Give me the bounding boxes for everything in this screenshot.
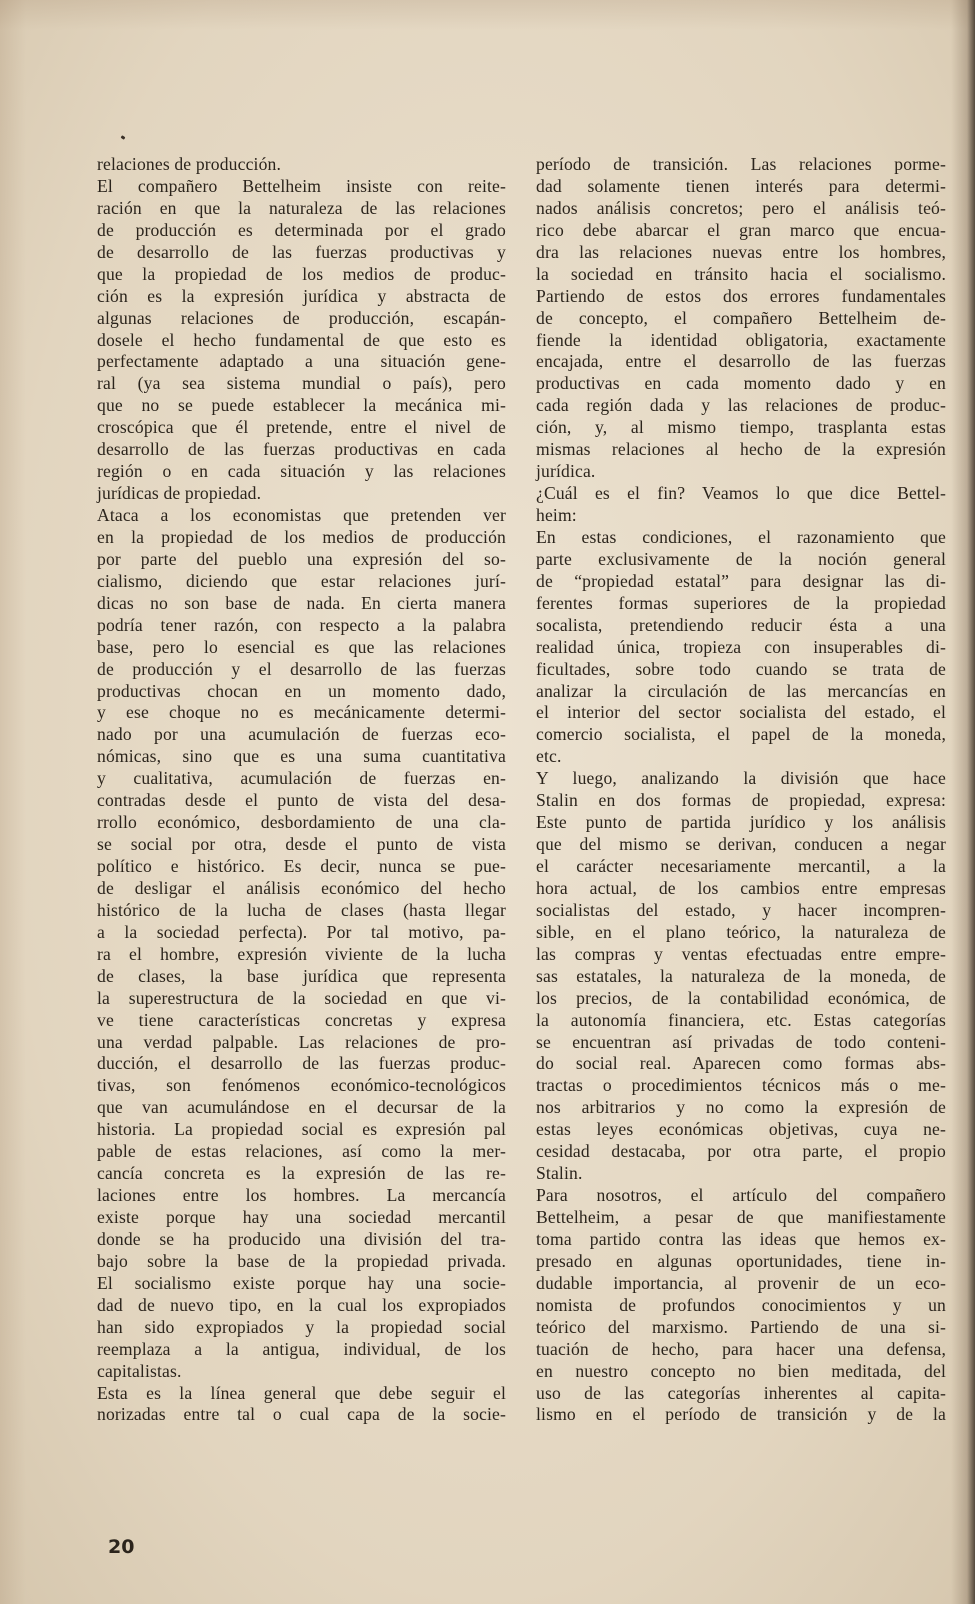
text-line: mismas relaciones al hecho de la expresión xyxy=(536,439,946,460)
text-line: ¿Cuál es el fin? Veamos lo que dice Bettel- xyxy=(536,483,946,504)
text-line: sible, en el plano teórico, la naturaleza de xyxy=(536,921,946,942)
text-line: parte exclusivamente de la noción general xyxy=(536,548,946,569)
text-line: presado en algunas oportunidades, tiene in- xyxy=(536,1250,946,1271)
text-line: dosele el hecho fundamental de que esto es xyxy=(97,329,506,350)
text-line: algunas relaciones de producción, escapán- xyxy=(97,307,506,328)
text-line: región o en cada situación y las relaciones xyxy=(97,461,506,482)
text-line: Y luego, analizando la división que hace xyxy=(536,768,946,789)
text-line: cialismo, diciendo que estar relaciones jurí- xyxy=(97,570,506,591)
text-line: podría tener razón, con respecto a la palabra xyxy=(97,614,506,635)
text-line: ción es la expresión jurídica y abstracta de xyxy=(97,285,506,306)
text-line: perfectamente adaptado a una situación gene- xyxy=(97,351,506,372)
text-line: El socialismo existe porque hay una socie- xyxy=(97,1272,506,1293)
text-line: tuación de hecho, para hacer una defensa, xyxy=(536,1338,946,1359)
text-line: de concepto, el compañero Bettelheim de- xyxy=(536,307,946,328)
text-line: nado por una acumulación de fuerzas eco- xyxy=(97,724,506,745)
text-line: que la propiedad de los medios de produc- xyxy=(97,263,506,284)
text-line: Bettelheim, a pesar de que manifiestamente xyxy=(536,1207,946,1227)
text-line: donde se ha producido una división del tra- xyxy=(97,1228,506,1249)
text-line: norizadas entre tal o cual capa de la socie- xyxy=(97,1404,506,1425)
text-line: histórico de la lucha de clases (hasta llegar xyxy=(97,899,506,920)
text-line: socalista, pretendiendo reducir ésta a una xyxy=(536,614,946,635)
text-line: nos arbitrarios y no como la expresión de xyxy=(536,1097,946,1118)
text-line: la sociedad en tránsito hacia el socialismo. xyxy=(536,263,946,284)
text-line: productivas en cada momento dado y en xyxy=(536,373,946,394)
text-line: por parte del pueblo una expresión del so- xyxy=(97,548,506,569)
text-line: a la sociedad perfecta). Por tal motivo, pa- xyxy=(97,921,506,942)
text-line: Stalin. xyxy=(536,1163,583,1184)
text-line: pable de estas relaciones, así como la mer- xyxy=(97,1141,506,1162)
text-line: dra las relaciones nuevas entre los hombres, xyxy=(536,241,946,262)
text-line: han sido expropiados y la propiedad social xyxy=(97,1316,506,1337)
text-line: productivas chocan en un momento dado, xyxy=(97,680,506,701)
text-line: Este punto de partida jurídico y los análisis xyxy=(536,812,946,833)
text-line: cancía concreta es la expresión de las re- xyxy=(97,1163,506,1184)
text-line: ral (ya sea sistema mundial o país), pero xyxy=(97,373,506,394)
text-line: el carácter necesariamente mercantil, a la xyxy=(536,856,946,876)
text-line: Stalin en dos formas de propiedad, expresa: xyxy=(536,790,946,811)
text-line: y ese choque no es mecánicamente determi- xyxy=(97,702,506,723)
text-line: ción, y, al mismo tiempo, trasplanta estas xyxy=(536,417,946,438)
text-line: laciones entre los hombres. La mercancía xyxy=(97,1185,506,1206)
text-line: relaciones de producción. xyxy=(97,154,282,174)
text-line: de producción y el desarrollo de las fuerzas xyxy=(97,658,506,679)
text-line: de producción es determinada por el grado xyxy=(97,219,506,240)
text-line: nómicas, sino que es una suma cuantitativa xyxy=(97,746,506,767)
text-line: ve tiene características concretas y expresa xyxy=(97,1009,506,1030)
text-line: Para nosotros, el artículo del compañero xyxy=(536,1185,946,1206)
text-line: que no se puede establecer la mecánica mi- xyxy=(97,395,506,416)
text-line: En estas condiciones, el razonamiento que xyxy=(536,526,946,547)
text-line: dad solamente tienen interés para determi- xyxy=(536,175,946,196)
text-line: ficultades, sobre todo cuando se trata de xyxy=(536,658,946,679)
text-line: y cualitativa, acumulación de fuerzas en- xyxy=(97,768,506,789)
text-line: en la propiedad de los medios de producción xyxy=(97,526,506,547)
text-line: ra el hombre, expresión viviente de la lucha xyxy=(97,943,506,964)
text-line: los precios, de la contabilidad económica, de xyxy=(536,987,946,1008)
text-line: uso de las categorías inherentes al capita- xyxy=(536,1382,946,1403)
text-line: analizar la circulación de las mercancías en xyxy=(536,680,946,701)
text-line: toma partido contra las ideas que hemos ex- xyxy=(536,1228,946,1249)
text-line: dudable importancia, al provenir de un eco- xyxy=(536,1272,946,1293)
text-line: que van acumulándose en el decursar de la xyxy=(97,1097,506,1118)
text-line: hora actual, de los cambios entre empresas xyxy=(536,877,946,898)
text-line: desarrollo de las fuerzas productivas en cada xyxy=(97,439,506,460)
text-line: Esta es la línea general que debe seguir el xyxy=(97,1382,506,1403)
text-line: existe porque hay una sociedad mercantil xyxy=(97,1207,506,1227)
text-line: dicas no son base de nada. En cierta manera xyxy=(97,592,506,613)
text-line: ferentes formas superiores de la propiedad xyxy=(536,592,946,613)
text-line: una verdad palpable. Las relaciones de pro- xyxy=(97,1031,506,1052)
text-line: contradas desde el punto de vista del desa- xyxy=(97,790,506,811)
text-line: historia. La propiedad social es expresión pal xyxy=(97,1119,506,1140)
text-line: fiende la identidad obligatoria, exactamente xyxy=(536,329,946,350)
text-line: la superestructura de la sociedad en que vi- xyxy=(97,987,506,1008)
text-line: dad de nuevo tipo, en la cual los expropiados xyxy=(97,1294,506,1315)
left-text-column xyxy=(97,154,506,1426)
text-line: se encuentran así privadas de todo conteni- xyxy=(536,1031,946,1052)
text-line: político e histórico. Es decir, nunca se pue- xyxy=(97,856,506,876)
text-line: encajada, entre el desarrollo de las fuerzas xyxy=(536,351,946,372)
text-line: rrollo económico, desbordamiento de una cla- xyxy=(97,812,506,833)
text-line: que del mismo se derivan, conducen a negar xyxy=(536,834,946,855)
text-line: realidad única, tropieza con insuperables di- xyxy=(536,636,946,657)
text-line: capitalistas. xyxy=(97,1360,182,1381)
text-line: ducción, el desarrollo de las fuerzas produc- xyxy=(97,1053,506,1074)
text-line: de desligar el análisis económico del hecho xyxy=(97,877,506,898)
ink-speck xyxy=(121,135,126,140)
text-line: ración en que la naturaleza de las relaciones xyxy=(97,197,506,218)
text-line: sas estatales, la naturaleza de la moneda, de xyxy=(536,965,946,986)
text-line: cesidad destacaba, por otra parte, el propio xyxy=(536,1141,946,1162)
text-line: teórico del marxismo. Partiendo de una si- xyxy=(536,1316,946,1337)
text-line: heim: xyxy=(536,505,577,525)
text-line: rico debe abarcar el gran marco que encua- xyxy=(536,219,946,240)
text-line: en nuestro concepto no bien meditada, del xyxy=(536,1360,946,1381)
text-line: etc. xyxy=(536,746,562,767)
text-line: Ataca a los economistas que pretenden ver xyxy=(97,505,506,525)
text-line: cada región dada y las relaciones de produc- xyxy=(536,395,946,416)
text-line: de desarrollo de las fuerzas productivas y xyxy=(97,241,506,262)
text-line: se social por otra, desde el punto de vista xyxy=(97,834,506,855)
text-line: reemplaza a la antigua, individual, de los xyxy=(97,1338,506,1359)
text-line: la autonomía financiera, etc. Estas categorías xyxy=(536,1009,946,1030)
text-line: base, pero lo esencial es que las relaciones xyxy=(97,636,506,657)
text-line: comercio socialista, el papel de la moneda, xyxy=(536,724,946,745)
page-number: 20 xyxy=(108,1536,135,1558)
text-line: estas leyes económicas objetivas, cuya ne- xyxy=(536,1119,946,1140)
text-line: jurídicas de propiedad. xyxy=(97,483,262,504)
text-line: do social real. Aparecen como formas abs- xyxy=(536,1053,946,1074)
text-line: el interior del sector socialista del estado, el xyxy=(536,702,946,723)
text-line: tractas o procedimientos técnicos más o me- xyxy=(536,1075,946,1096)
text-line: las compras y ventas efectuadas entre empre- xyxy=(536,943,946,964)
text-line: socialistas del estado, y hacer incompren- xyxy=(536,899,946,920)
text-line: croscópica que él pretende, entre el nivel de xyxy=(97,417,506,438)
text-line: Partiendo de estos dos errores fundamentales xyxy=(536,285,946,306)
text-line: de “propiedad estatal” para designar las di- xyxy=(536,570,946,591)
text-line: nados análisis concretos; pero el análisis teó- xyxy=(536,197,946,218)
text-line: de clases, la base jurídica que representa xyxy=(97,965,506,986)
text-line: jurídica. xyxy=(536,461,596,482)
text-line: El compañero Bettelheim insiste con reite- xyxy=(97,175,506,196)
right-text-column xyxy=(536,154,946,1426)
text-line: período de transición. Las relaciones porme- xyxy=(536,154,946,174)
text-line: nomista de profundos conocimientos y un xyxy=(536,1294,946,1315)
text-line: tivas, son fenómenos económico-tecnológicos xyxy=(97,1075,506,1096)
text-line: bajo sobre la base de la propiedad privada. xyxy=(97,1250,506,1271)
text-line: lismo en el período de transición y de la xyxy=(536,1404,946,1425)
